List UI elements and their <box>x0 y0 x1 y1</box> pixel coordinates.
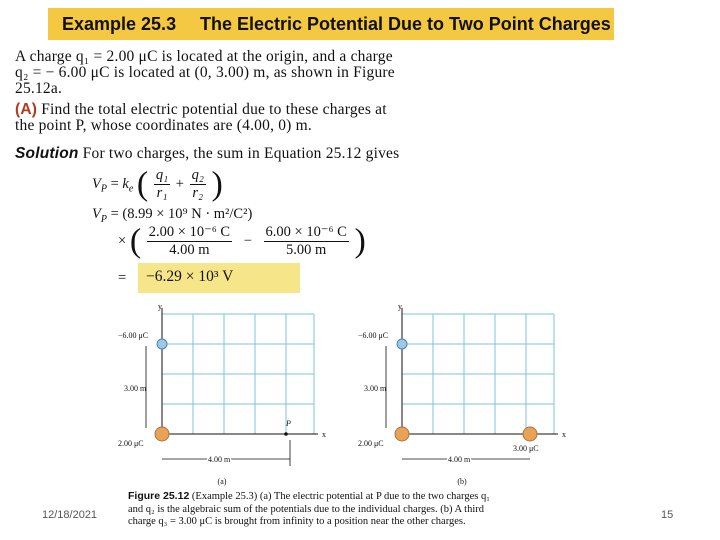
third-charge-label: 3.00 μC <box>513 444 539 453</box>
minus-sign: − <box>243 232 252 249</box>
problem-line-2: q₂ = − 6.00 μC is located at (0, 3.00) m, as shown in Figure <box>15 64 395 81</box>
positive-charge-b <box>395 427 409 441</box>
solution-line <box>15 145 399 163</box>
figure-a-grid <box>162 314 314 434</box>
horizontal-distance-label-b: 4.00 m <box>448 455 471 464</box>
times-sign: × <box>118 232 127 249</box>
figure-a-label: (a) <box>217 477 227 486</box>
solution-label: Solution <box>15 145 79 162</box>
ke-symbol: k <box>122 175 129 192</box>
figure-b-label: (b) <box>457 477 467 486</box>
problem-line-3: 25.12a. <box>15 80 63 97</box>
fraction-q2-r2: $\frac{\text{q₂}}{\text{r₂}}$ <box>191 167 204 201</box>
slide-date: 12/18/2021 <box>42 509 98 521</box>
equals-sign: = <box>110 175 119 192</box>
charge-origin-label-b: 2.00 μC <box>358 439 384 448</box>
part-a-label: (A) <box>15 101 38 118</box>
fraction-term-1: $\frac{\text{2.00 × 10⁻⁶ C}}{4.00 m}$ <box>148 224 231 258</box>
solution-text: For two charges, the sum in Equation 25.12 gives <box>82 145 400 162</box>
equation-values-line: × ( $\frac{\text{2.00 × 10⁻⁶ C}}{4.00 m}$ − $\frac{\text{6.00 × 10⁻⁶ C}}{5.00 m}$ ) <box>118 222 366 260</box>
caption-label: Figure 25.12 <box>128 490 190 502</box>
example-header <box>48 8 614 40</box>
charge-top-label-b: −6.00 μC <box>358 331 389 340</box>
charge-origin-label: 2.00 μC <box>118 439 144 448</box>
equation-vp-definition: $V_P = k_e$ ( $\frac{\text{q₁}}{\text{r₁}}$ + $\frac{\text{q₂}}{\text{r₂}}$ ) <box>92 165 223 203</box>
problem-line-1: A charge q₁ = 2.00 μC is located at the origin, and a charge <box>15 48 393 65</box>
point-p-label: P <box>286 419 291 428</box>
figure-caption <box>128 490 568 529</box>
third-charge <box>523 427 537 441</box>
fraction-term-2: $\frac{\text{6.00 × 10⁻⁶ C}}{5.00 m}$ <box>265 224 347 258</box>
y-axis-label: y <box>158 302 162 311</box>
x-axis-label-b: x <box>562 430 566 439</box>
vp-symbol: V <box>92 175 101 192</box>
example-title: The Electric Potential Due to Two Point Charges <box>200 14 611 34</box>
positive-charge <box>155 427 169 441</box>
ke-subscript: e <box>128 183 134 195</box>
coulomb-constant: (8.99 × 10⁹ N · m²/C²) <box>122 206 253 222</box>
point-p <box>284 432 288 436</box>
figure-b-grid <box>402 314 554 434</box>
negative-charge-b <box>397 339 407 349</box>
caption-text-2: and q₂ is the algebraic sum of the potentials due to the individual charges. (b) A third <box>128 503 485 515</box>
answer-value: −6.29 × 10³ V <box>146 268 234 285</box>
fraction-q1-r1: $\frac{\text{q₁}}{\text{r₁}}$ <box>155 167 169 201</box>
caption-text-1: (Example 25.3) (a) The electric potential at P due to the two charges q₁ <box>191 491 490 502</box>
figure-b <box>350 300 580 495</box>
answer-highlight <box>138 263 300 293</box>
vp-symbol-2: V <box>92 206 101 222</box>
part-a-text-1: Find the total electric potential due to these charges at <box>41 101 387 118</box>
x-axis-label: x <box>322 430 326 439</box>
vp-subscript: P <box>100 183 107 195</box>
charge-top-label: −6.00 μC <box>118 331 149 340</box>
y-axis-label-b: y <box>398 302 402 311</box>
negative-charge <box>157 339 167 349</box>
slide-page-number: 15 <box>661 509 674 521</box>
vertical-distance-label-b: 3.00 m <box>364 384 387 393</box>
horizontal-distance-label: 4.00 m <box>208 455 231 464</box>
vertical-distance-label: 3.00 m <box>124 384 147 393</box>
caption-text-3: charge q₃ = 3.00 μC is brought from infinity to a position near the other charges. <box>128 516 466 527</box>
example-number: Example 25.3 <box>62 14 177 34</box>
plus-sign: + <box>175 175 184 192</box>
part-a-line-2: the point P, whose coordinates are (4.00, 0) m. <box>15 117 312 134</box>
figure-a <box>110 300 340 495</box>
equation-constant-line: $V_P = (8.99 \times 10^9$ N · m²/C²) <box>92 206 253 225</box>
answer-equals: = <box>118 270 127 286</box>
